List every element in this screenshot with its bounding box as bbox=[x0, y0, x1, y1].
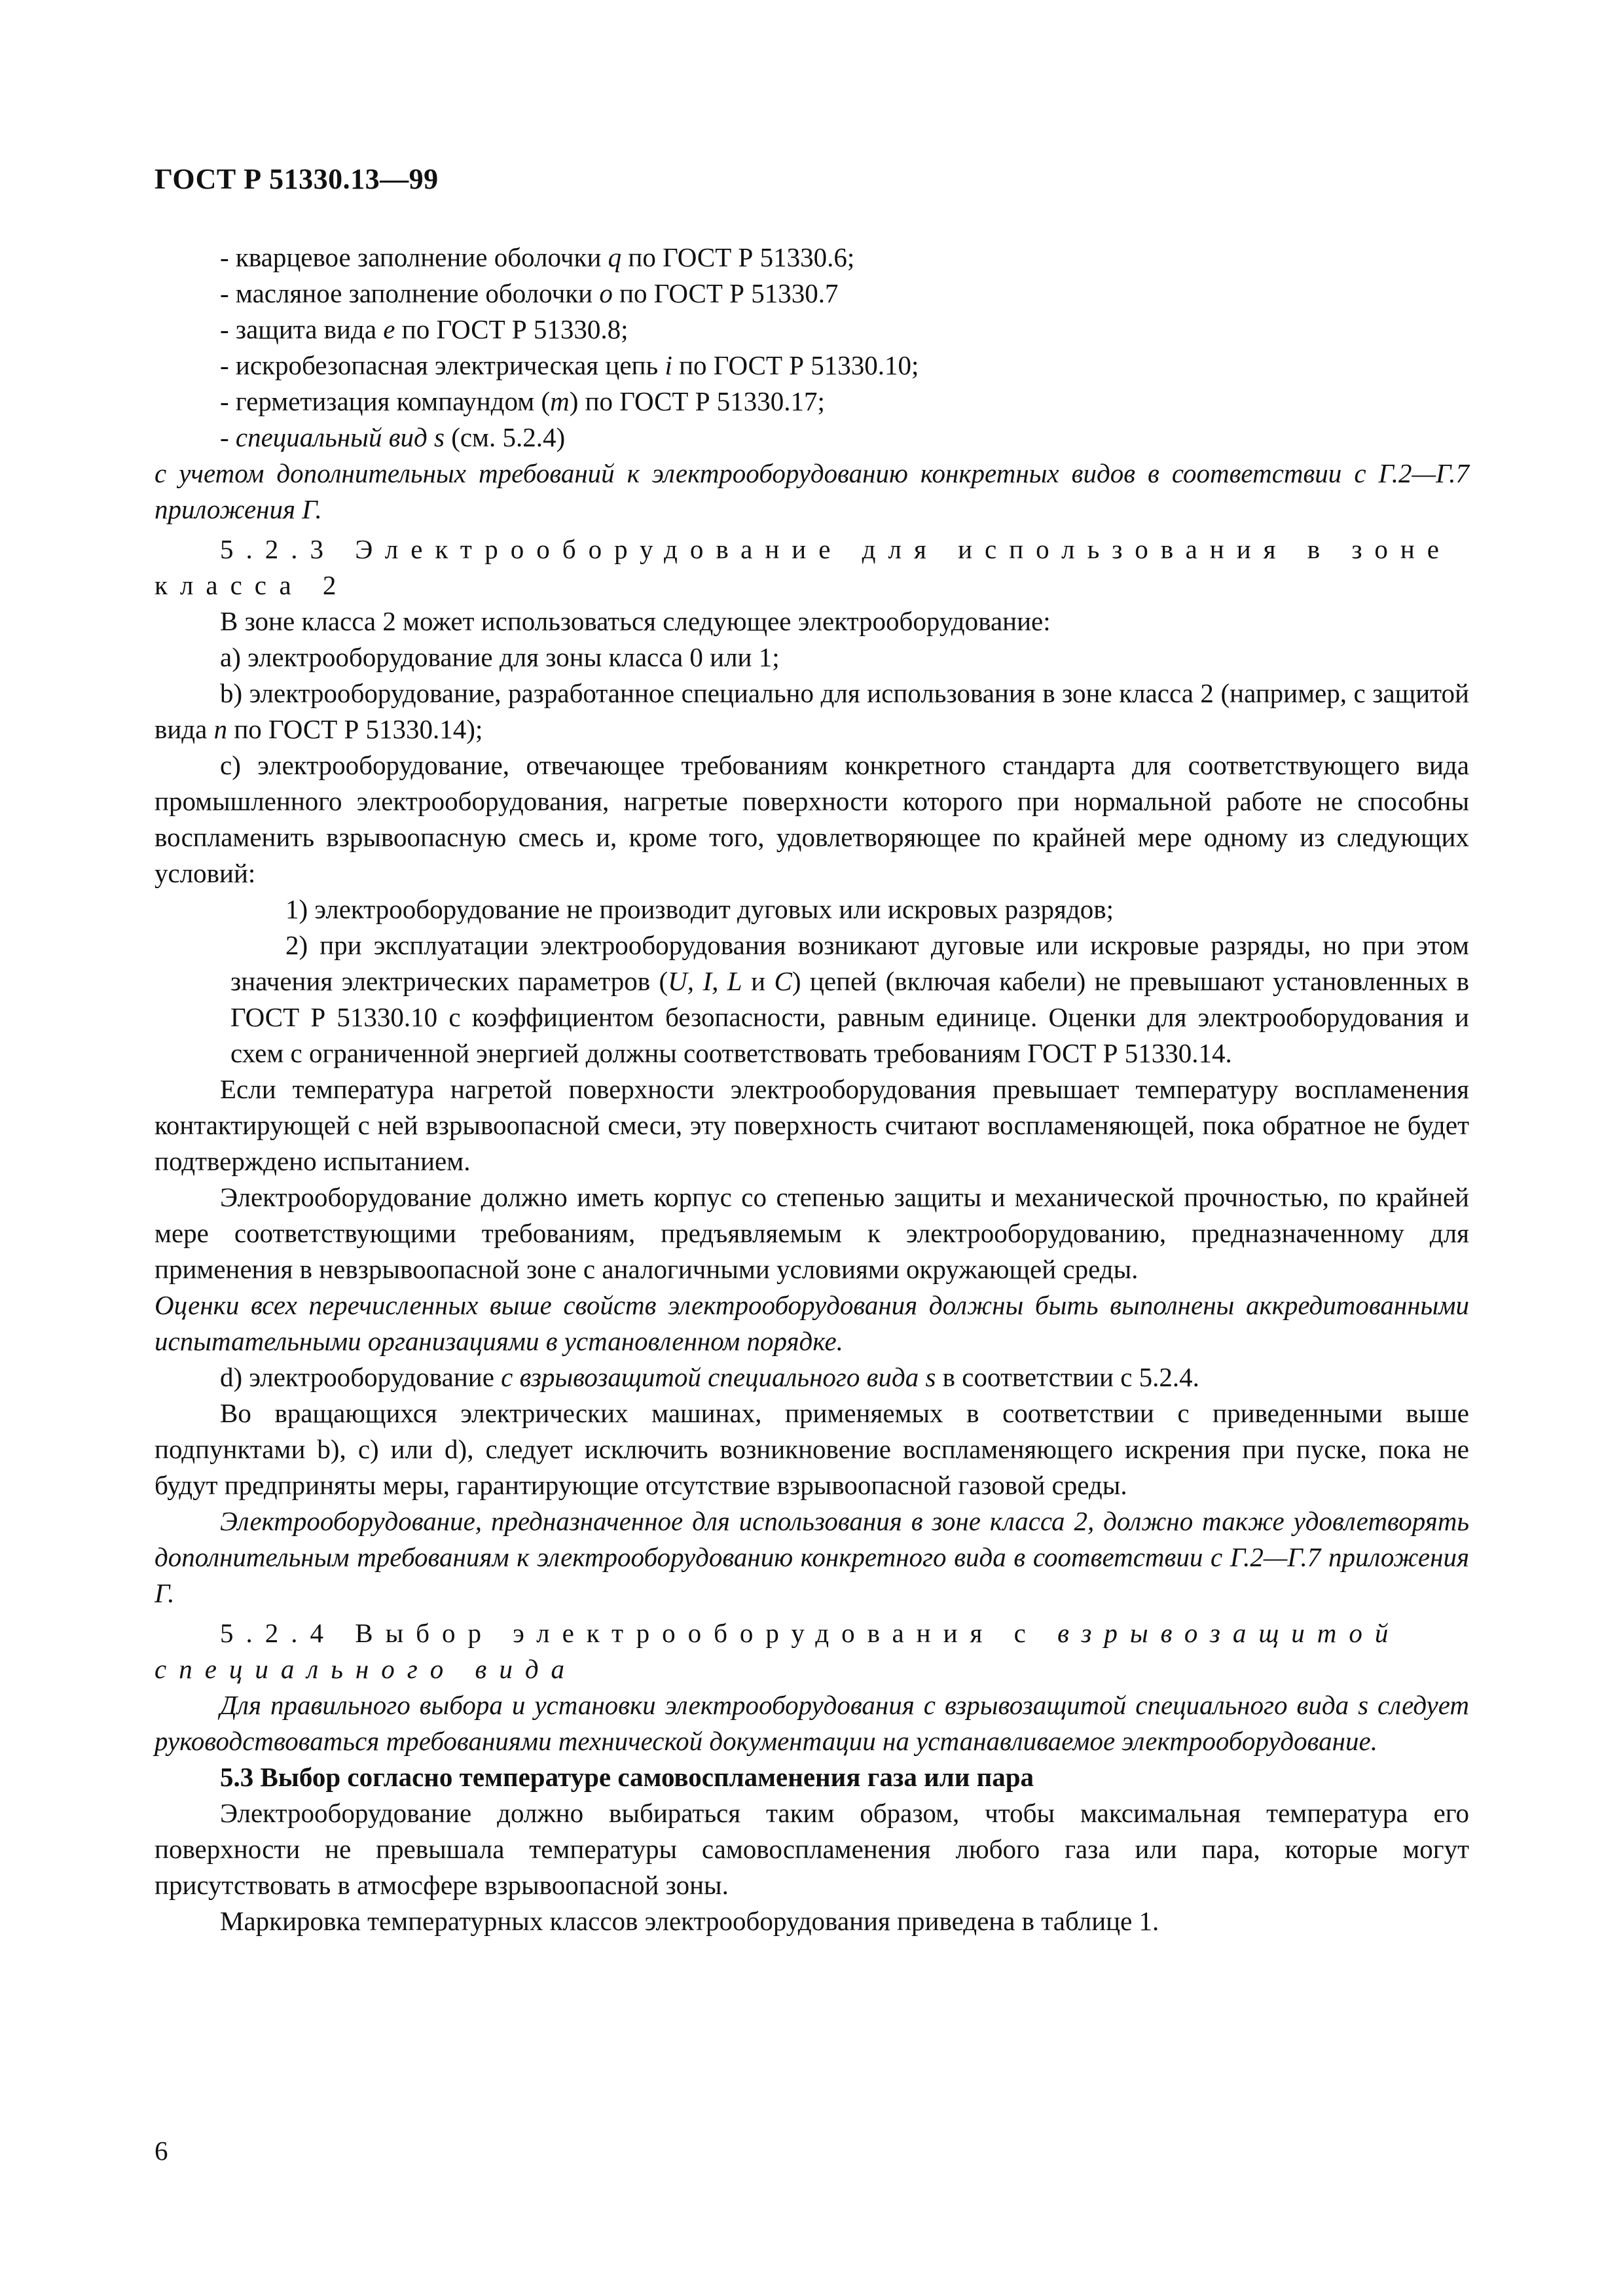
heading-text: взрывозащитой специального вида bbox=[155, 1618, 1401, 1684]
document-body bbox=[155, 240, 1469, 1939]
protection-code: o bbox=[599, 278, 613, 308]
paragraph-text: 2) при эксплуатации электрооборудования возникают дуговые или искровые разряды, но при этом значения электрических параметров ( bbox=[230, 930, 1469, 996]
paragraph-text: ) цепей (включая кабели) не превышают установленных в ГОСТ Р 51330.10 с коэффициентом безопасности, равным единице. Оценки для электрооборудования и схем с ограниченной энергией должны соответствовать требованиям ГОСТ Р 51330.14. bbox=[230, 966, 1470, 1068]
list-item: а) электрооборудование для зоны класса 0 или 1; bbox=[220, 642, 780, 672]
list-item-text: по ГОСТ Р 51330.14); bbox=[227, 714, 483, 744]
paragraph-text: и bbox=[742, 966, 775, 996]
section-heading: 5.2.3 Электрооборудование для использования в зоне класса 2 bbox=[155, 534, 1451, 600]
list-item-text: по ГОСТ Р 51330.10; bbox=[672, 350, 919, 380]
sub-list-item: 1) электрооборудование не производит дуговых или искровых разрядов; bbox=[285, 894, 1114, 924]
list-item-text: - специальный вид s bbox=[220, 422, 445, 452]
paragraph: В зоне класса 2 может использоваться следующее электрооборудование: bbox=[220, 606, 1051, 636]
list-item bbox=[155, 420, 1469, 456]
list-item-text: (см. 5.2.4) bbox=[444, 422, 566, 452]
list-item bbox=[155, 384, 1469, 420]
protection-code: q bbox=[608, 242, 622, 272]
parameter-symbols: C bbox=[774, 966, 792, 996]
parameter-symbols: U, I, L bbox=[668, 966, 742, 996]
heading-text: 5.2.4 Выбор электрооборудования с bbox=[220, 1618, 1058, 1648]
list-item-text: - защита вида bbox=[220, 314, 384, 344]
note-paragraph: Электрооборудование, предназначенное для использования в зоне класса 2, должно также удовлетворять дополнительным требованиям к электрооборудованию конкретного вида в соответствии с Г.2—Г.7 приложения Г. bbox=[155, 1506, 1469, 1608]
paragraph: Маркировка температурных классов электрооборудования приведена в таблице 1. bbox=[220, 1906, 1159, 1936]
protection-code: m bbox=[550, 386, 570, 416]
paragraph: Электрооборудование должно иметь корпус со степенью защиты и механической прочностью, по крайней мере соответствующими требованиям, предъявляемым к электрооборудованию, предназначенному для применения в невзрывоопасной зоне с аналогичными условиями окружающей среды. bbox=[155, 1182, 1469, 1284]
list-item bbox=[155, 1359, 1469, 1395]
section-heading: 5.3 Выбор согласно температуре самовоспламенения газа или пара bbox=[220, 1762, 1034, 1792]
page-number: 6 bbox=[155, 2136, 168, 2166]
list-item-text: d) электрооборудование bbox=[220, 1362, 501, 1392]
sub-list-item bbox=[155, 927, 1469, 1071]
list-item-text: - искробезопасная электрическая цепь bbox=[220, 350, 665, 380]
list-item-text: в соответствии с 5.2.4. bbox=[936, 1362, 1199, 1392]
list-item-text: - масляное заполнение оболочки bbox=[220, 278, 600, 308]
note-paragraph: Оценки всех перечисленных выше свойств электрооборудования должны быть выполнены аккредитованными испытательными организациями в установленном порядке. bbox=[155, 1290, 1469, 1356]
paragraph: Если температура нагретой поверхности электрооборудования превышает температуру воспламенения контактирующей с ней взрывоопасной смеси, эту поверхность считают воспламеняющей, пока обратное не будет подтверждено испытанием. bbox=[155, 1074, 1469, 1176]
list-item-text: по ГОСТ Р 51330.7 bbox=[612, 278, 839, 308]
list-item bbox=[155, 312, 1469, 348]
list-item-text: b) электрооборудование, разработанное специально для использования в зоне класса 2 (например, с защитой вида bbox=[155, 678, 1469, 744]
note-paragraph: с учетом дополнительных требований к электрооборудованию конкретных видов в соответствии с Г.2—Г.7 приложения Г. bbox=[155, 458, 1469, 524]
paragraph: Во вращающихся электрических машинах, применяемых в соответствии с приведенными выше подпунктами b), с) или d), следует исключить возникновение воспламеняющего искрения при пуске, пока не будут предприняты меры, гарантирующие отсутствие взрывоопасной газовой среды. bbox=[155, 1398, 1469, 1500]
list-item bbox=[155, 348, 1469, 384]
paragraph: Электрооборудование должно выбираться таким образом, чтобы максимальная температура его поверхности не превышала температуры самовоспламенения любого газа или пара, которые могут присутствовать в атмосфере взрывоопасной зоны. bbox=[155, 1798, 1469, 1900]
list-item bbox=[155, 675, 1469, 747]
list-item bbox=[155, 276, 1469, 312]
protection-code: n bbox=[213, 714, 228, 744]
protection-code: e bbox=[383, 314, 395, 344]
list-item-text: по ГОСТ Р 51330.6; bbox=[621, 242, 855, 272]
document-header: ГОСТ Р 51330.13—99 bbox=[155, 163, 439, 195]
list-item-text: - герметизация компаундом ( bbox=[220, 386, 551, 416]
section-heading bbox=[155, 1615, 1469, 1687]
note-paragraph: Для правильного выбора и установки электрооборудования с взрывозащитой специального вида s следует руководствоваться требованиями технической документации на устанавливаемое электрооборудование. bbox=[155, 1690, 1469, 1756]
list-item-text: с взрывозащитой специального вида s bbox=[501, 1362, 936, 1392]
list-item bbox=[155, 240, 1469, 276]
list-item-text: по ГОСТ Р 51330.8; bbox=[395, 314, 629, 344]
list-item-text: - кварцевое заполнение оболочки bbox=[220, 242, 608, 272]
list-item: с) электрооборудование, отвечающее требованиям конкретного стандарта для соответствующего вида промышленного электрооборудования, нагретые поверхности которого при нормальной работе не способны воспламенить взрывоопасную смесь и, кроме того, удовлетворяющее по крайней мере одному из следующих условий: bbox=[155, 750, 1469, 888]
list-item-text: ) по ГОСТ Р 51330.17; bbox=[569, 386, 825, 416]
protection-code: i bbox=[665, 350, 672, 380]
